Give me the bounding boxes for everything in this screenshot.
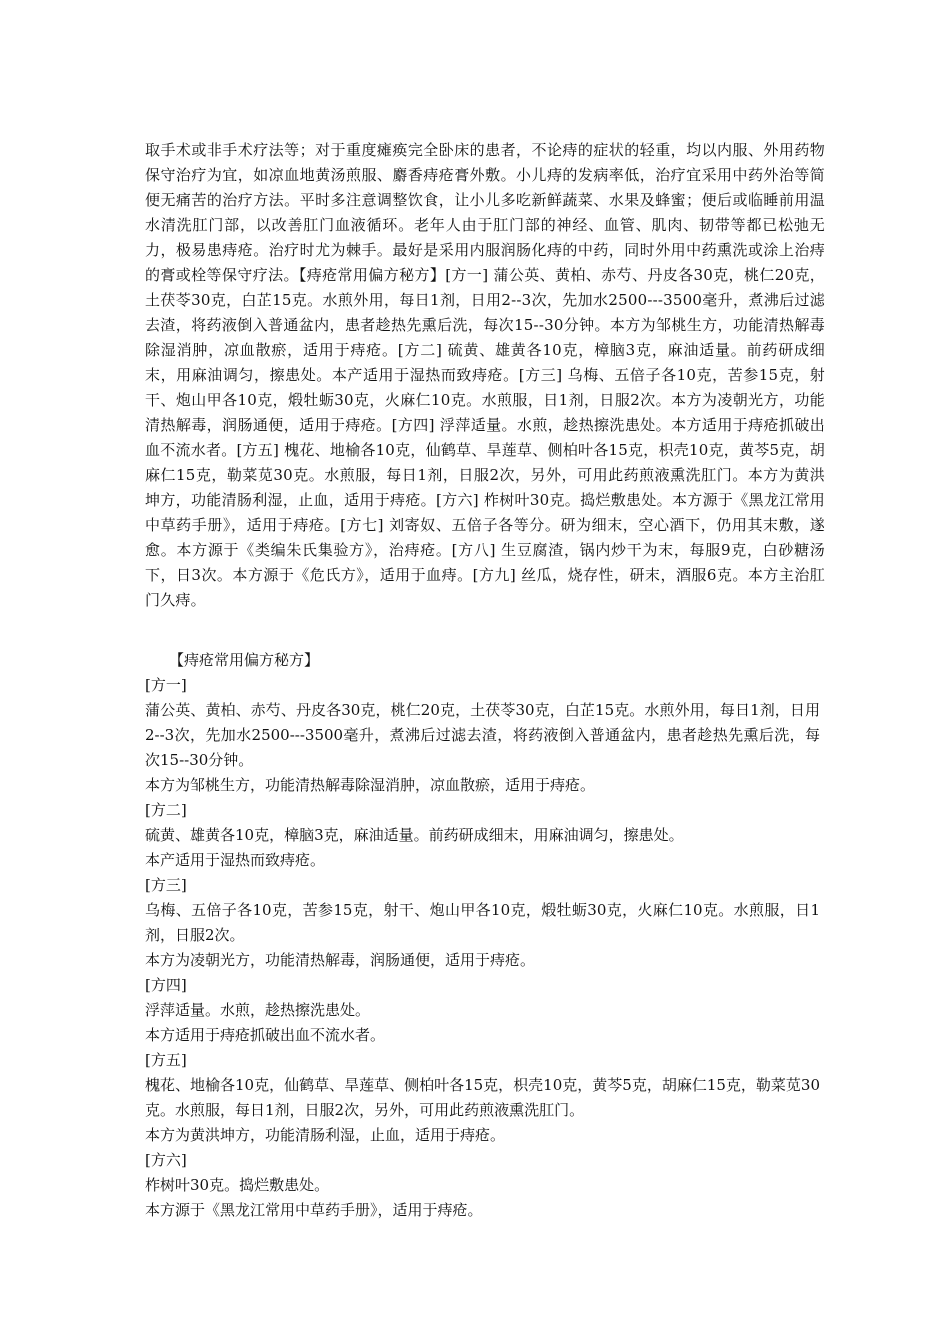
remedy-listing xyxy=(145,648,820,1223)
listing-title: 【痔疮常用偏方秘方】 xyxy=(169,651,320,669)
remedy-label-6: [方六] xyxy=(145,1151,187,1169)
remedy-ingredients-1: 蒲公英、黄柏、赤芍、丹皮各30克，桃仁20克，土茯苓30克，白芷15克。水煎外用，每日1剂，日用2--3次，先加水2500---3500毫升，煮沸后过滤去渣，将药液倒入普通盆内，患者趁热先熏后洗，每次15--30分钟。 xyxy=(145,701,820,769)
intro-paragraph: 取手术或非手术疗法等；对于重度瘫痪完全卧床的患者，不论痔的症状的轻重，均以内服、外用药物保守治疗为宜，如凉血地黄汤煎服、麝香痔疮膏外敷。小儿痔的发病率低，治疗宜采用中药外治等简便无痛苦的治疗方法。平时多注意调整饮食，让小儿多吃新鲜蔬菜、水果及蜂蜜；便后或临睡前用温水清洗肛门部，以改善肛门血液循环。老年人由于肛门部的神经、血管、肌肉、韧带等都已松弛无力，极易患痔疮。治疗时尤为棘手。最好是采用内服润肠化痔的中药，同时外用中药熏洗或涂上治痔的膏或栓等保守疗法。【痔疮常用偏方秘方】[方一] 蒲公英、黄柏、赤芍、丹皮各30克，桃仁20克，土茯苓30克，白芷15克。水煎外用，每日1剂，日用2--3次，先加水2500---3500毫升，煮沸后过滤去渣，将药液倒入普通盆内，患者趁热先熏后洗，每次15--30分钟。本方为邹桃生方，功能清热解毒除湿消肿，凉血散瘀，适用于痔疮。[方二] 硫黄、雄黄各10克，樟脑3克，麻油适量。前药研成细末，用麻油调匀，擦患处。本产适用于湿热而致痔疮。[方三] 乌梅、五倍子各10克，苦参15克，射干、炮山甲各10克，煅牡蛎30克，火麻仁10克。水煎服，日1剂，日服2次。本方为凌朝光方，功能清热解毒，润肠通便，适用于痔疮。[方四] 浮萍适量。水煎，趁热擦洗患处。本方适用于痔疮抓破出血不流水者。[方五] 槐花、地榆各10克，仙鹤草、旱莲草、侧柏叶各15克，枳壳10克，黄芩5克，胡麻仁15克，勒菜苋30克。水煎服，每日1剂，日服2次，另外，可用此药煎液熏洗肛门。本方为黄洪坤方，功能清肠利湿，止血，适用于痔疮。[方六] 柞树叶30克。捣烂敷患处。本方源于《黑龙江常用中草药手册》，适用于痔疮。[方七] 刘寄奴、五倍子各等分。研为细末，空心酒下，仍用其末敷，遂愈。本方源于《类编朱氏集验方》，治痔疮。[方八] 生豆腐渣，锅内炒干为末，每服9克，白砂糖汤下，日3次。本方源于《危氏方》，适用于血痔。[方九] 丝瓜，烧存性，研末，酒服6克。本方主治肛门久痔。 xyxy=(145,141,825,609)
remedy-label-3: [方三] xyxy=(145,876,187,894)
remedy-ingredients-6: 柞树叶30克。捣烂敷患处。 xyxy=(145,1176,330,1194)
remedy-note-2: 本产适用于湿热而致痔疮。 xyxy=(145,851,326,869)
remedy-note-1: 本方为邹桃生方，功能清热解毒除湿消肿，凉血散瘀，适用于痔疮。 xyxy=(145,776,596,794)
remedy-note-4: 本方适用于痔疮抓破出血不流水者。 xyxy=(145,1026,386,1044)
remedy-label-2: [方二] xyxy=(145,801,187,819)
remedy-ingredients-2: 硫黄、雄黄各10克，樟脑3克，麻油适量。前药研成细末，用麻油调匀，擦患处。 xyxy=(145,826,684,844)
remedy-note-3: 本方为凌朝光方，功能清热解毒，润肠通便，适用于痔疮。 xyxy=(145,951,536,969)
remedy-label-1: [方一] xyxy=(145,676,187,694)
remedy-note-6: 本方源于《黑龙江常用中草药手册》，适用于痔疮。 xyxy=(145,1201,483,1219)
remedy-ingredients-5: 槐花、地榆各10克，仙鹤草、旱莲草、侧柏叶各15克，枳壳10克，黄芩5克，胡麻仁15克，勒菜苋30克。水煎服，每日1剂，日服2次，另外，可用此药煎液熏洗肛门。 xyxy=(145,1076,820,1119)
remedy-label-4: [方四] xyxy=(145,976,187,994)
remedy-note-5: 本方为黄洪坤方，功能清肠利湿，止血，适用于痔疮。 xyxy=(145,1126,506,1144)
remedy-ingredients-4: 浮萍适量。水煎，趁热擦洗患处。 xyxy=(145,1001,371,1019)
remedy-ingredients-3: 乌梅、五倍子各10克，苦参15克，射干、炮山甲各10克，煅牡蛎30克，火麻仁10克。水煎服，日1剂，日服2次。 xyxy=(145,901,820,944)
remedy-label-5: [方五] xyxy=(145,1051,187,1069)
